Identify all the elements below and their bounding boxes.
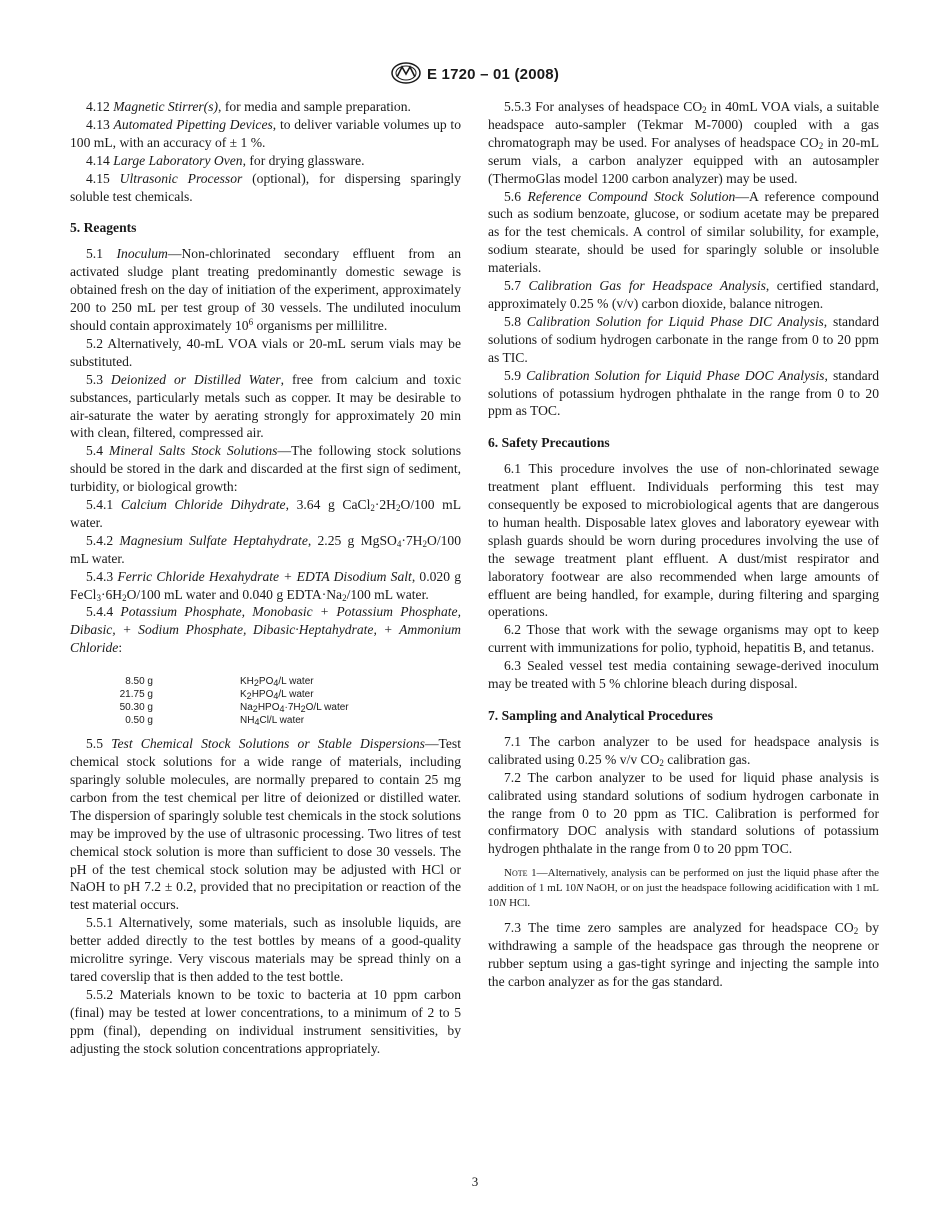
section-4-13: 4.13 Automated Pipetting Devices, to deliver variable volumes up to 100 mL, with an accuracy of ± 1 %. xyxy=(70,116,461,150)
page-number: 3 xyxy=(471,1174,479,1189)
salts-row: 8.50 g $KH_2PO_4/L$ water xyxy=(125,676,314,689)
section-7-2: 7.2 The carbon analyzer to be used for liquid phase analysis is calibrated using standard solutions of sodium hydrogen carbonate in the range from 0 to 20 ppm as TIC. Calibration is performed for confirmatory DOC analysis with standard solutions of potassium hydrogen phthalate in the range from 0 to 20 ppm TOC. xyxy=(488,769,880,857)
salts-row: 21.75 g $K_2HPO_4/L$ water xyxy=(119,689,314,702)
section-7-3: 7.3 The time zero samples are analyzed for headspace $CO_2$ by withdrawing a sample of the headspace gas through the neoprene or rubber septum using a gas-tight syringe and injecting the sample into the carbon analyzer as for the gas standard. xyxy=(488,920,879,989)
section-5-9: 5.9 Calibration Solution for Liquid Phase DOC Analysis, standard solutions of potassium hydrogen phthalate in the range from 0 to 20 ppm as TOC. xyxy=(488,367,880,419)
section-7-1: 7.1 The carbon analyzer to be used for headspace analysis is calibrated using 0.25 % v/v $CO_2$ calibration gas. xyxy=(488,733,879,768)
left-column xyxy=(70,98,461,1058)
salts-row: 50.30 g $Na_2HPO_4\cdot 7H_2O/L$ water xyxy=(119,702,349,715)
heading-reagents: 5. Reagents xyxy=(70,220,137,236)
section-6-2: 6.2 Those that work with the sewage organisms may opt to keep current with immunizations for polio, typhoid, hepatitis B, and tetanus. xyxy=(488,622,880,656)
section-5-8: 5.8 Calibration Solution for Liquid Phase DIC Analysis, standard solutions of sodium hydrogen carbonate in the range from 0 to 20 ppm as TIC. xyxy=(488,313,879,365)
salts-row: 0.50 g $NH_4Cl/L$ water xyxy=(125,715,305,728)
note-1: Note 1—Alternatively, analysis can be performed on just the liquid phase after the addition of 1 mL 10N NaOH, or on just the headspace following acidification with 1 mL 10N HCl. xyxy=(488,867,879,910)
section-6-3: 6.3 Sealed vessel test media containing sewage-derived inoculum may be treated with 5 % chlorine bleach during disposal. xyxy=(488,658,879,692)
section-5-7: 5.7 Calibration Gas for Headspace Analysis, certified standard, approximately 0.25 % (v/v) carbon dioxide, balance nitrogen. xyxy=(488,278,879,311)
section-5-6: 5.6 Reference Compound Stock Solution—A reference compound such as sodium benzoate, glucose, or sodium acetate may be prepared as for the test chemicals. A control of similar solubility, for example, sodium stearate, should be used for sparingly soluble or insoluble materials. xyxy=(488,188,879,276)
section-5-4-1: 5.4.1 Calcium Chloride Dihydrate, 3.64 g $CaCl_2\cdot 2H_2O/100$ mL water. xyxy=(70,497,461,530)
section-5-5-2: 5.5.2 Materials known to be toxic to bacteria at 10 ppm carbon (final) may be tested at lower concentrations, to a minimum of 2 to 5 ppm (final), depending on individual instrument sensitivities, by adjusting the stock solution concentrations appropriately. xyxy=(70,986,461,1056)
section-5-3: 5.3 Deionized or Distilled Water, free from calcium and toxic substances, particularly metals such as copper. It may be desirable to air-saturate the water by aerating strongly for approximately 20 min with clean, filtered, compressed air. xyxy=(70,371,461,441)
page-header xyxy=(0,62,950,88)
salts-table xyxy=(70,675,461,727)
section-5-4-4: 5.4.4 Potassium Phosphate, Monobasic + Potassium Phosphate, Dibasic, + Sodium Phosphate, Dibasic·Heptahydrate, + Ammonium Chloride: xyxy=(70,604,461,656)
section-4-14: 4.14 Large Laboratory Oven, for drying glassware. xyxy=(86,152,365,168)
section-5-5-3: 5.5.3 For analyses of headspace $CO_2$ in 40mL VOA vials, a suitable headspace auto-sampler (Tekmar M-7000) coupled with a gas chromatograph may be used. For analyses of headspace $CO_2$ in 20-mL serum vials, a carbon analyzer equipped with an autosampler (ThermoGlas model 1200 carbon analyzer) may be used. xyxy=(488,99,879,186)
document-designation: E 1720 – 01 (2008) xyxy=(426,65,560,83)
section-4-15: 4.15 Ultrasonic Processor (optional), for dispersing sparingly soluble test chemicals. xyxy=(70,170,462,204)
heading-safety-precautions: 6. Safety Precautions xyxy=(488,435,610,451)
section-6-1: 6.1 This procedure involves the use of non-chlorinated sewage treatment plant effluent. Individuals performing this test may consequently be exposed to microbiological agents that are dangerous to human health. Disposable latex gloves and laboratory eyewear with splash guards should be worn during procedures involving the use of the sewage treatment plant effluent. A dust/mist respirator and laboratory footwear are also recommended when large amounts of effluent are being handled, for example, during filtering and sparging operations. xyxy=(488,461,879,620)
section-5-4: 5.4 Mineral Salts Stock Solutions—The following stock solutions should be stored in the dark and discarded at the first sign of sediment, turbidity, or biological growth: xyxy=(70,443,461,495)
section-5-5-1: 5.5.1 Alternatively, some materials, such as insoluble liquids, are better added directly to the test bottles by means of a good-quality microlitre syringe. Very viscous materials may be spread thinly on a tared coverslip that is then added to the test bottle. xyxy=(70,915,461,984)
section-5-2: 5.2 Alternatively, 40-mL VOA vials or 20-mL serum vials may be substituted. xyxy=(70,335,461,369)
astm-logo-icon xyxy=(391,62,421,88)
section-5-4-2: 5.4.2 Magnesium Sulfate Heptahydrate, 2.25 g $MgSO_4\cdot 7H_2O/100$ mL water. xyxy=(70,532,461,566)
right-column xyxy=(488,98,879,991)
section-5-5: 5.5 Test Chemical Stock Solutions or Stable Dispersions—Test chemical stock solutions for a wide range of materials, including sparingly soluble molecules, are normally prepared to contain 25 mg carbon from the test chemical per litre of deionized or distilled water. The dispersion of sparingly soluble test chemicals in the stock solutions may be improved by the use of ultrasonic processing. Two litres of test chemical stock solution is more than sufficient to dose 30 vessels. The pH of the test chemical stock solution may be adjusted with HCl or NaOH to pH 7.2 ± 0.2, provided that no precipitation or reaction of the test material occurs. xyxy=(70,736,461,913)
heading-sampling-procedures: 7. Sampling and Analytical Procedures xyxy=(488,708,713,723)
section-5-1: 5.1 Inoculum—Non-chlorinated secondary effluent from an activated sludge plant treating predominantly domestic sewage is obtained fresh on the day of initiation of the experiment, approximately 200 to 250 mL per test group of 30 vessels. The undiluted inoculum should contain approximately $10^6$ organisms per millilitre. xyxy=(70,246,462,333)
section-4-12: 4.12 Magnetic Stirrer(s), for media and sample preparation. xyxy=(86,99,411,114)
section-5-4-3: 5.4.3 Ferric Chloride Hexahydrate + EDTA Disodium Salt, 0.020 g $FeCl_3\cdot 6H_2O/100$ mL water and 0.040 g $EDTA\cdot Na_2/100$ mL water. xyxy=(70,568,462,603)
